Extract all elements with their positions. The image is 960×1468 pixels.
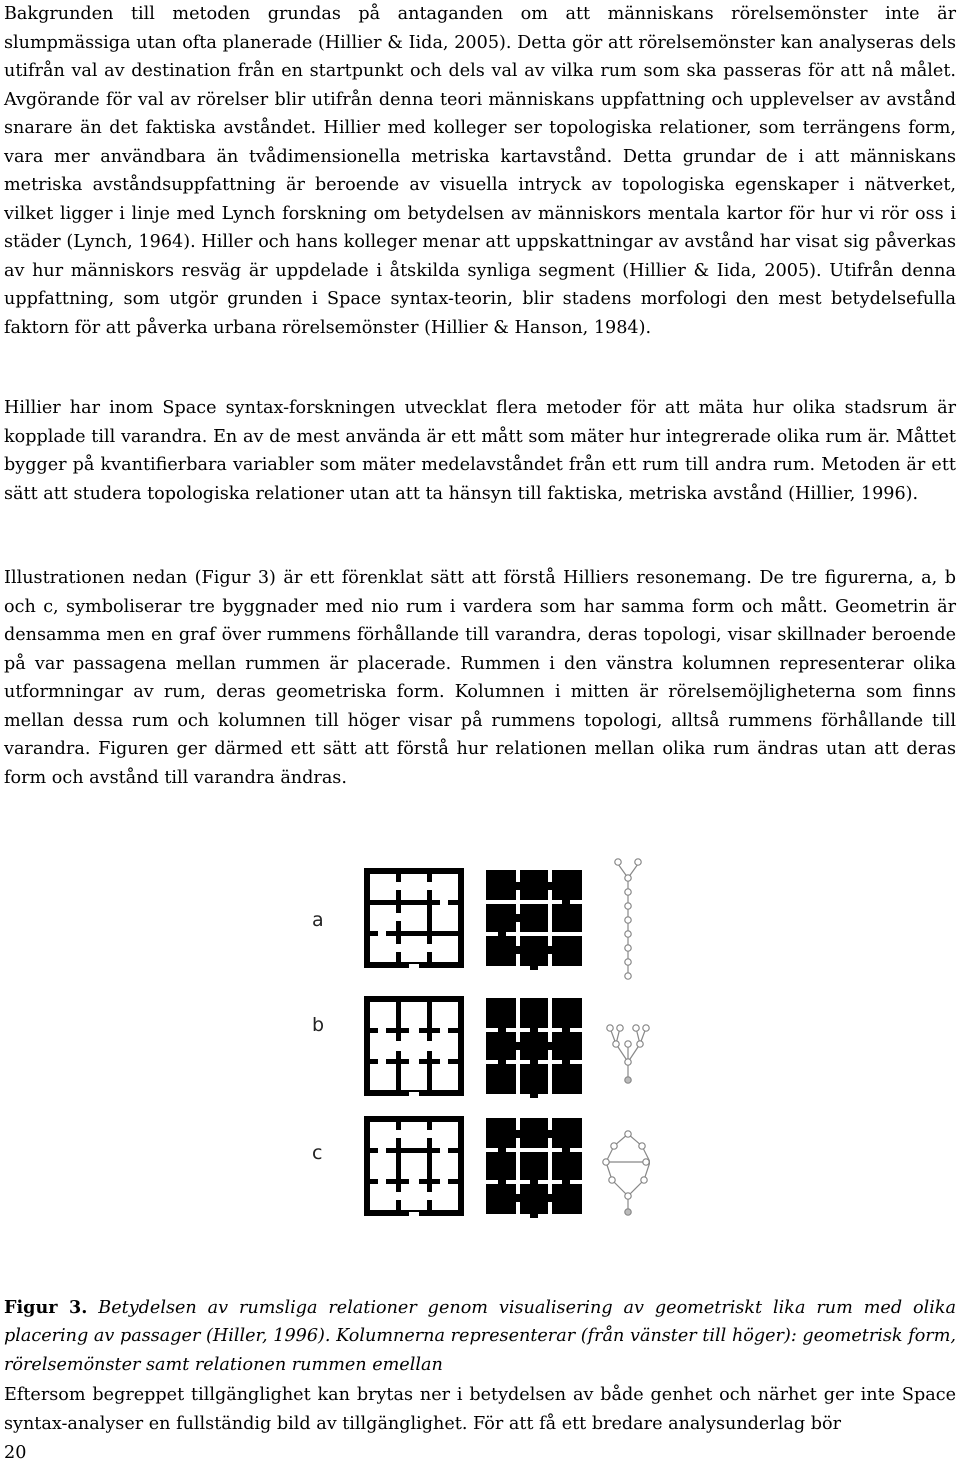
figure-caption xyxy=(4,1294,956,1380)
movement-a xyxy=(484,868,584,970)
body-paragraph-4: Eftersom begreppet tillgänglighet kan brytas ner i betydelsen av både genhet och närhet ger inte Space syntax-analyser en fullständig bild av tillgänglighet. För att få ett bredare analysunderlag bör xyxy=(4,1385,956,1434)
movement-b xyxy=(484,996,584,1098)
page-number: 20 xyxy=(4,1443,27,1463)
row-label-b: b xyxy=(312,1014,325,1036)
body-paragraph-2: Hillier har inom Space syntax-forskningen utvecklat flera metoder för att mäta hur olika stadsrum är kopplade till varandra. En av de mest använda är ett mått som mäter hur integrerade olika rum är. Måttet bygger på kvantifierbara variabler som mäter medelavståndet från ett rum till andra rum. Metoden är ett sätt att studera topologiska relationer utan att ta hänsyn till faktiska, metriska avstånd (Hillier, 1996). xyxy=(4,398,956,504)
figure-3 xyxy=(300,848,650,1218)
space-syntax-figure xyxy=(300,848,650,1218)
body-paragraph-3: Illustrationen nedan (Figur 3) är ett förenklat sätt att förstå Hilliers resonemang. De tre figurerna, a, b och c, symboliserar tre byggnader med nio rum i vardera som har samma form och mått. Geometrin är densamma men en graf över rummens förhållande till varandra, deras topologi, visar skillnader beroende på var passagena mellan rummen är placerade. Rummen i den vänstra kolumnen representerar olika utformningar av rum, deras geometriska form. Kolumnen i mitten är rörelsemöjligheterna som finns mellan dessa rum och kolumnen till höger visar på rummens topologi, alltså rummens förhållande till varandra. Figuren ger därmed ett sätt att förstå hur relationen mellan olika rum ändras utan att deras form och avstånd till varandra ändras. xyxy=(4,568,956,788)
plan-c xyxy=(364,1116,464,1216)
graph-a xyxy=(615,859,641,979)
graph-b xyxy=(607,1025,649,1083)
row-label-a: a xyxy=(312,909,324,931)
row-label-c: c xyxy=(312,1142,323,1164)
plan-b xyxy=(364,996,464,1096)
movement-c xyxy=(484,1116,584,1218)
graph-c xyxy=(603,1131,650,1215)
caption-text: Betydelsen av rumsliga relationer genom visualisering av geometriskt lika rum med olika placering av passager (Hiller, 1996). Kolumnerna representerar (från vänster till höger): geometrisk form, rörelsemönster samt relationen rummen emellan xyxy=(4,1297,957,1375)
body-paragraph-1: Bakgrunden till metoden grundas på antaganden om att människans rörelsemönster inte är slumpmässiga utan ofta planerade (Hillier & Iida, 2005). Detta gör att rörelsemönster kan analyseras dels utifrån val av destination från en startpunkt och dels val av vilka rum som ska passeras för att nå målet. Avgörande för val av rörelser blir utifrån denna teori människans uppfattning och upplevelser av avstånd snarare än det faktiska avståndet. Hillier med kolleger ser topologiska relationer, som terrängens form, vara mer användbara än tvådimensionella metriska kartavstånd. Detta grundar de i att människans metriska avståndsuppfattning är beroende av visuella intryck av topologiska egenskaper i nätverket, vilket ligger i linje med Lynch forskning om betydelsen av människors mentala kartor för hur vi rör oss i städer (Lynch, 1964). Hiller och hans kolleger menar att uppskattningar av avstånd har visat sig påverkas av hur människors resväg är uppdelade i åtskilda synliga segment (Hillier & Iida, 2005). Utifrån denna uppfattning, som utgör grunden i Space syntax-teorin, blir stadens morfologi den mest betydelsefulla faktorn för att påverka urbana rörelsemönster (Hillier & Hanson, 1984). xyxy=(4,4,956,338)
plan-a xyxy=(364,868,464,968)
caption-label: Figur 3. xyxy=(4,1296,88,1318)
